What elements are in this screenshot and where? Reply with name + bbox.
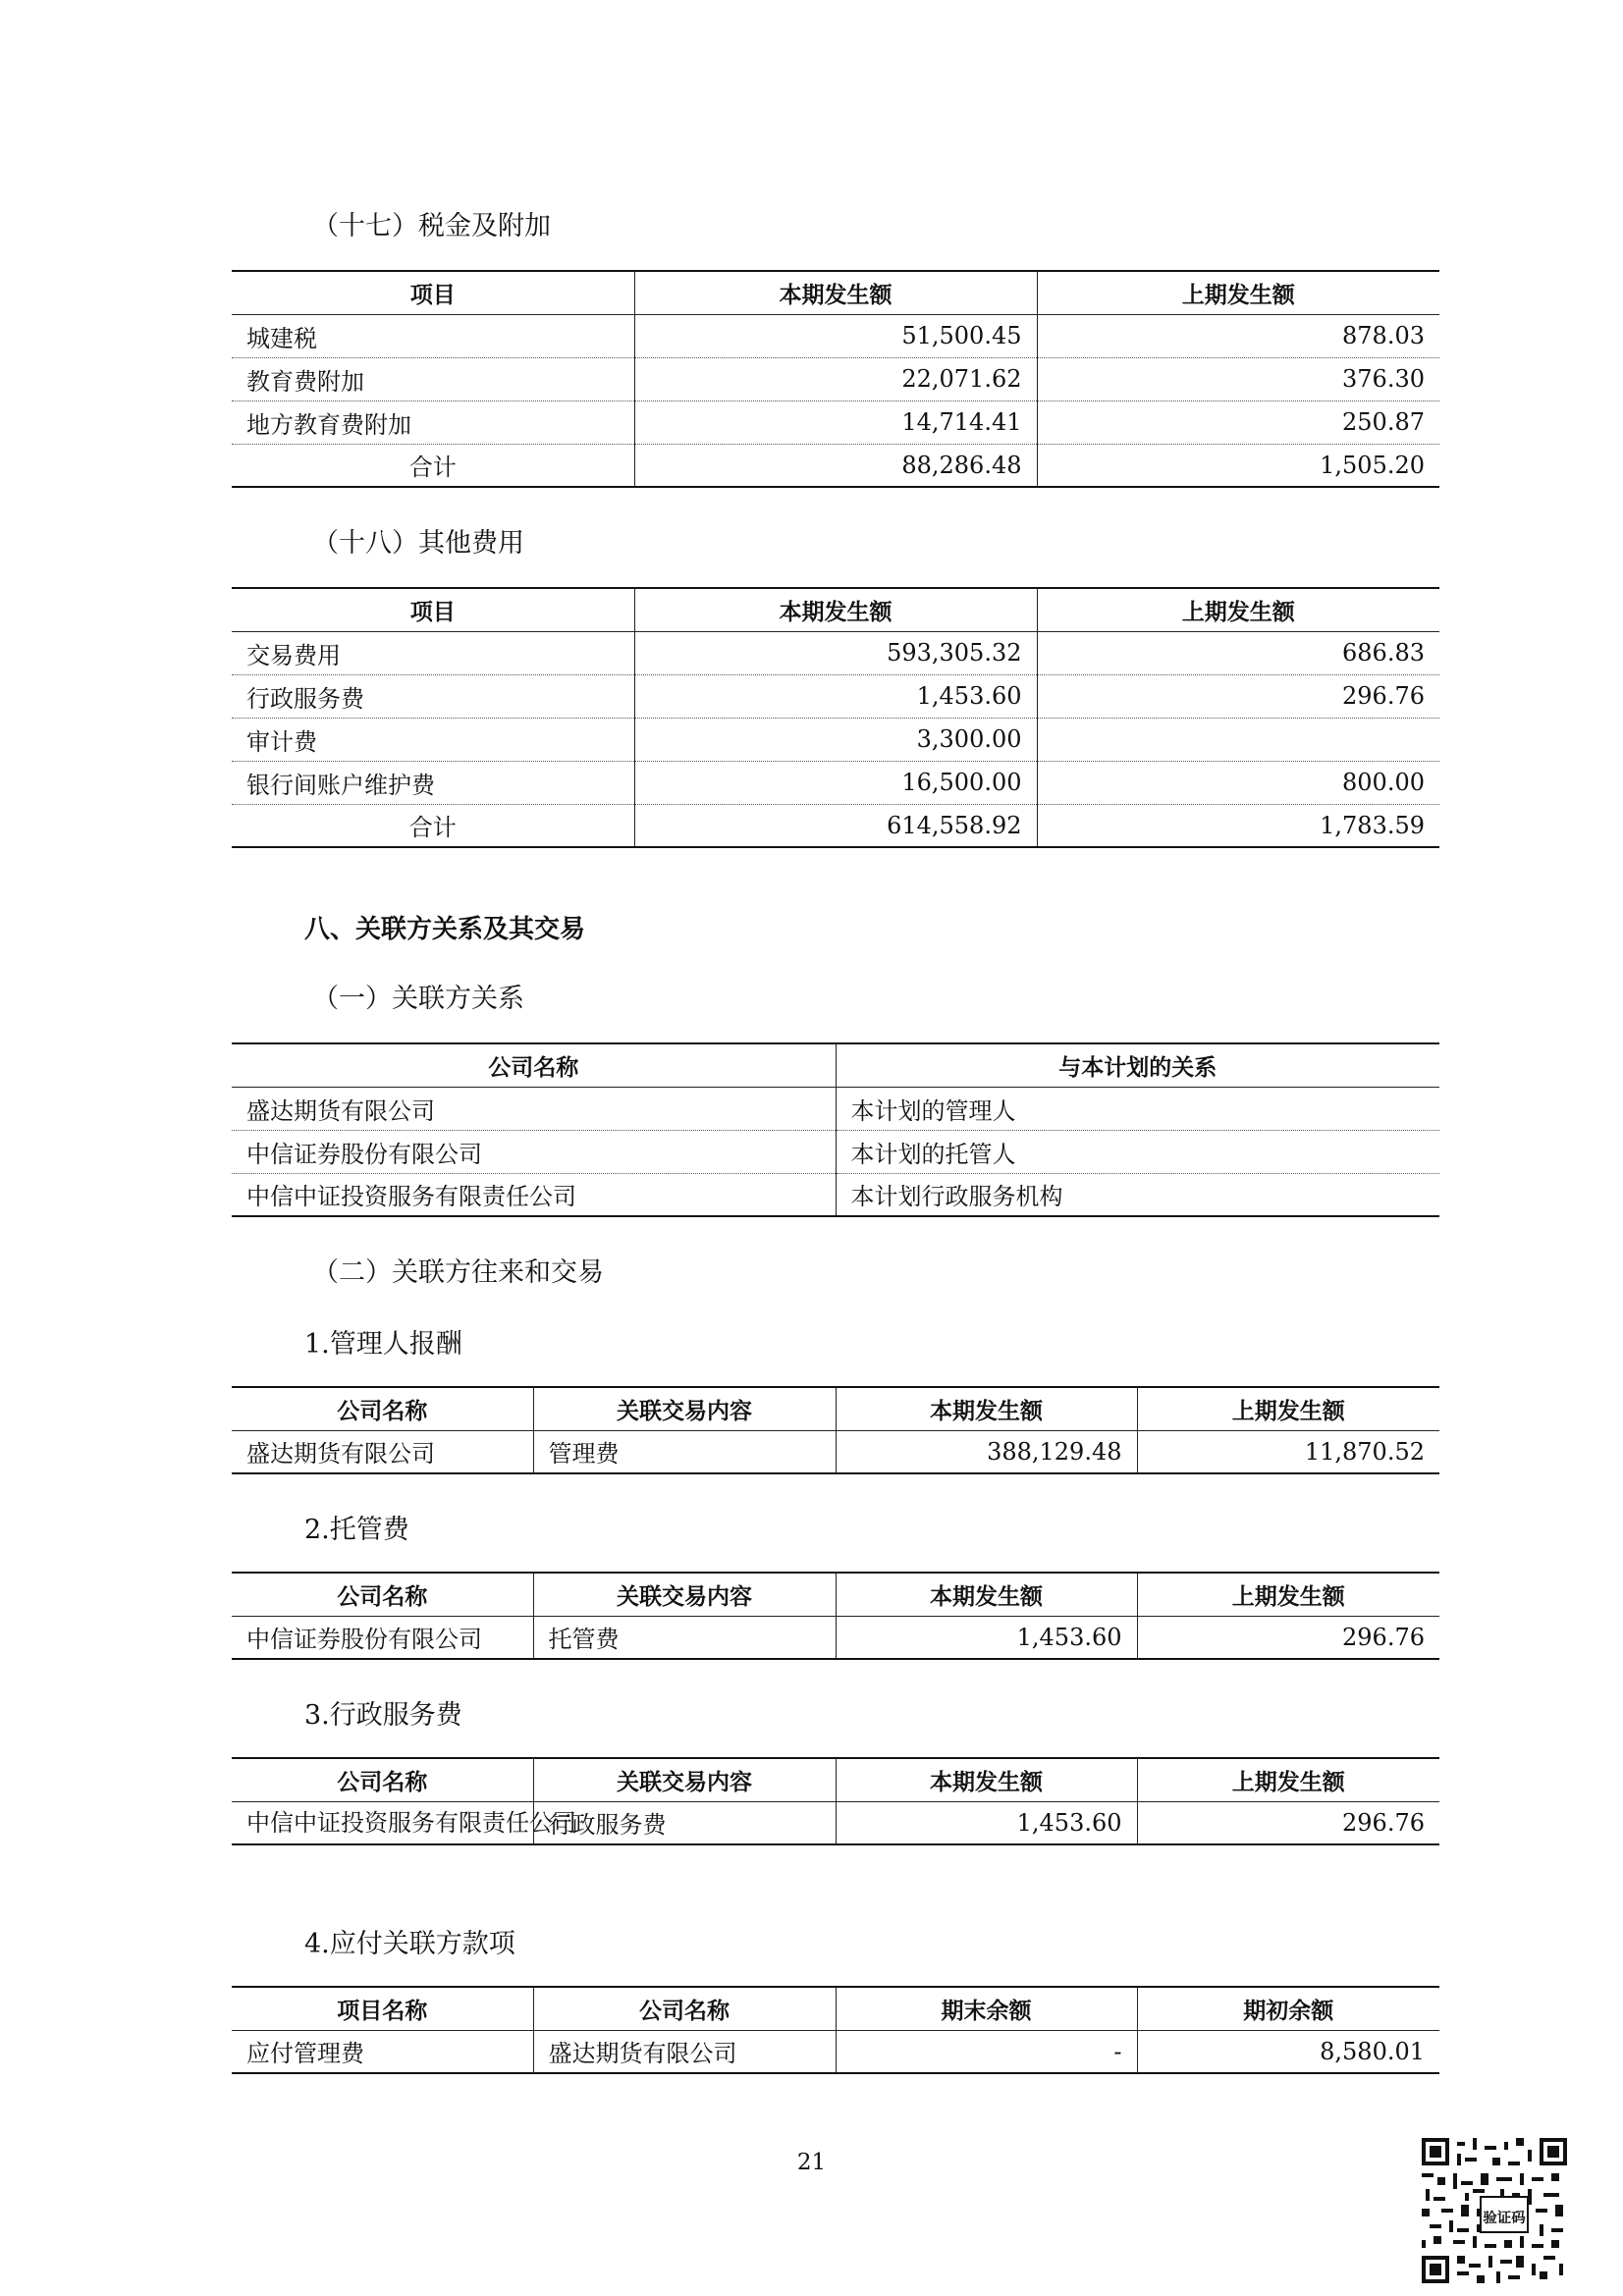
col-header: 关联交易内容 xyxy=(533,1387,836,1430)
col-header: 与本计划的关系 xyxy=(836,1043,1439,1087)
current-amount: 614,558.92 xyxy=(634,804,1037,847)
current-amount: 22,071.62 xyxy=(634,357,1037,400)
col-header: 期初余额 xyxy=(1137,1987,1439,2030)
col-header: 公司名称 xyxy=(232,1758,533,1801)
table-row xyxy=(232,674,1439,718)
col-header: 本期发生额 xyxy=(836,1573,1137,1616)
prior-amount: 296.76 xyxy=(1137,1616,1439,1659)
col-header: 上期发生额 xyxy=(1037,588,1439,631)
relationship: 本计划的托管人 xyxy=(836,1130,1439,1173)
company-name: 中信证券股份有限公司 xyxy=(232,1616,533,1659)
prior-amount: 1,783.59 xyxy=(1037,804,1439,847)
item-cell: 地方教育费附加 xyxy=(232,400,634,444)
transaction-content: 管理费 xyxy=(533,1430,836,1473)
table-row xyxy=(232,1430,1439,1473)
prior-amount: 1,505.20 xyxy=(1037,444,1439,487)
col-header: 关联交易内容 xyxy=(533,1573,836,1616)
company-name: 中信证券股份有限公司 xyxy=(232,1130,836,1173)
table-header-row xyxy=(232,1758,1439,1801)
table-row xyxy=(232,400,1439,444)
prior-amount: 686.83 xyxy=(1037,631,1439,674)
current-amount: 14,714.41 xyxy=(634,400,1037,444)
prior-amount: 11,870.52 xyxy=(1137,1430,1439,1473)
custody-fee-table xyxy=(232,1572,1439,1660)
table-header-row xyxy=(232,1573,1439,1616)
subsection-title-relationships: （一）关联方关系 xyxy=(312,984,524,1014)
current-amount: 1,453.60 xyxy=(836,1616,1137,1659)
prior-amount: 800.00 xyxy=(1037,761,1439,804)
table-header-row xyxy=(232,1387,1439,1430)
table-header-row xyxy=(232,1043,1439,1087)
qr-code-icon xyxy=(1422,2138,1567,2283)
table-row xyxy=(232,2030,1439,2073)
current-amount: 51,500.45 xyxy=(634,314,1037,357)
col-header: 本期发生额 xyxy=(634,271,1037,314)
current-amount: 1,453.60 xyxy=(836,1801,1137,1844)
col-header: 上期发生额 xyxy=(1037,271,1439,314)
prior-amount: 376.30 xyxy=(1037,357,1439,400)
table-row xyxy=(232,761,1439,804)
section-title-other-expenses: （十八）其他费用 xyxy=(312,528,524,559)
table-row xyxy=(232,1130,1439,1173)
manager-fee-table xyxy=(232,1386,1439,1474)
col-header: 项目 xyxy=(232,588,634,631)
company-name: 中信中证投资服务有限责任公司 xyxy=(232,1173,836,1216)
current-amount: 593,305.32 xyxy=(634,631,1037,674)
prior-amount: 296.76 xyxy=(1037,674,1439,718)
payables-table xyxy=(232,1986,1439,2074)
transaction-content: 行政服务费 xyxy=(533,1801,836,1844)
table-row xyxy=(232,357,1439,400)
item-cell: 银行间账户维护费 xyxy=(232,761,634,804)
item-cell: 审计费 xyxy=(232,718,634,761)
relationship: 本计划行政服务机构 xyxy=(836,1173,1439,1216)
col-header: 本期发生额 xyxy=(836,1387,1137,1430)
admin-fee-table xyxy=(232,1757,1439,1845)
col-header: 上期发生额 xyxy=(1137,1387,1439,1430)
item-title-manager-fee: 1.管理人报酬 xyxy=(304,1329,462,1360)
item-title-custody-fee: 2.托管费 xyxy=(304,1515,409,1545)
table-row xyxy=(232,314,1439,357)
table-row xyxy=(232,631,1439,674)
current-amount: 16,500.00 xyxy=(634,761,1037,804)
col-header: 上期发生额 xyxy=(1137,1758,1439,1801)
relationship: 本计划的管理人 xyxy=(836,1087,1439,1130)
prior-amount xyxy=(1037,718,1439,761)
company-name: 盛达期货有限公司 xyxy=(232,1430,533,1473)
table-row xyxy=(232,1087,1439,1130)
col-header: 公司名称 xyxy=(232,1043,836,1087)
item-cell: 交易费用 xyxy=(232,631,634,674)
table-header-row xyxy=(232,271,1439,314)
table-row xyxy=(232,1616,1439,1659)
col-header: 公司名称 xyxy=(232,1387,533,1430)
total-row xyxy=(232,444,1439,487)
company-name: 盛达期货有限公司 xyxy=(533,2030,836,2073)
closing-balance: - xyxy=(836,2030,1137,2073)
related-party-relationship-table xyxy=(232,1042,1439,1217)
item-title-admin-fee: 3.行政服务费 xyxy=(304,1700,462,1731)
current-amount: 1,453.60 xyxy=(634,674,1037,718)
total-label: 合计 xyxy=(232,804,634,847)
transaction-content: 托管费 xyxy=(533,1616,836,1659)
subsection-title-transactions: （二）关联方往来和交易 xyxy=(312,1257,604,1288)
prior-amount: 878.03 xyxy=(1037,314,1439,357)
svg-text:验证码: 验证码 xyxy=(1483,2211,1526,2226)
current-amount: 388,129.48 xyxy=(836,1430,1137,1473)
other-expenses-table xyxy=(232,587,1439,848)
prior-amount: 296.76 xyxy=(1137,1801,1439,1844)
company-name: 中信中证投资服务有限责任公司 xyxy=(232,1801,533,1844)
item-cell: 教育费附加 xyxy=(232,357,634,400)
opening-balance: 8,580.01 xyxy=(1137,2030,1439,2073)
table-row xyxy=(232,718,1439,761)
item-title-payables: 4.应付关联方款项 xyxy=(304,1929,515,1959)
taxes-table xyxy=(232,270,1439,488)
col-header: 项目名称 xyxy=(232,1987,533,2030)
table-row xyxy=(232,1173,1439,1216)
current-amount: 3,300.00 xyxy=(634,718,1037,761)
table-row xyxy=(232,1801,1439,1844)
col-header: 期末余额 xyxy=(836,1987,1137,2030)
item-cell: 行政服务费 xyxy=(232,674,634,718)
company-name: 盛达期货有限公司 xyxy=(232,1087,836,1130)
table-header-row xyxy=(232,588,1439,631)
col-header: 公司名称 xyxy=(232,1573,533,1616)
col-header: 关联交易内容 xyxy=(533,1758,836,1801)
col-header: 本期发生额 xyxy=(836,1758,1137,1801)
section-title-related-parties: 八、关联方关系及其交易 xyxy=(304,915,586,944)
total-row xyxy=(232,804,1439,847)
current-amount: 88,286.48 xyxy=(634,444,1037,487)
col-header: 公司名称 xyxy=(533,1987,836,2030)
col-header: 上期发生额 xyxy=(1137,1573,1439,1616)
col-header: 本期发生额 xyxy=(634,588,1037,631)
prior-amount: 250.87 xyxy=(1037,400,1439,444)
total-label: 合计 xyxy=(232,444,634,487)
page-number: 21 xyxy=(796,2150,827,2175)
table-header-row xyxy=(232,1987,1439,2030)
item-cell: 城建税 xyxy=(232,314,634,357)
item-name: 应付管理费 xyxy=(232,2030,533,2073)
section-title-taxes: （十七）税金及附加 xyxy=(312,211,551,241)
col-header: 项目 xyxy=(232,271,634,314)
